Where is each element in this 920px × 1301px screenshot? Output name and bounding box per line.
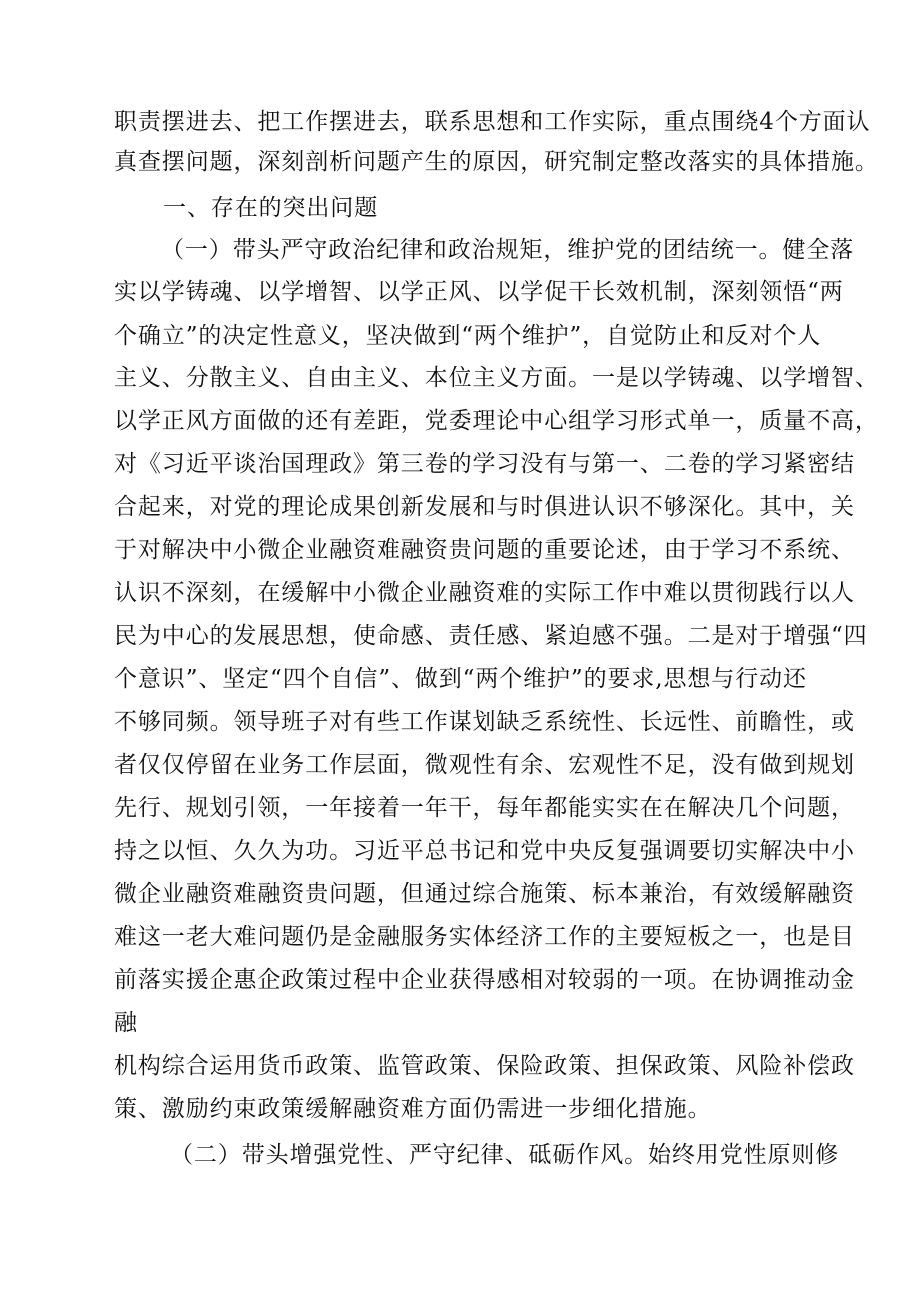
subsection-heading: （一）带头严守政治纪律和政治规矩，维护党的团结统一。健全落 bbox=[161, 237, 855, 263]
paragraph-line: 个确立”的决定性意义，坚决做到“两个维护”，自觉防止和反对个人 bbox=[114, 323, 822, 349]
paragraph-line: 认识不深刻，在缓解中小微企业融资难的实际工作中难以贯彻践行以人 bbox=[114, 580, 855, 606]
paragraph-line: 微企业融资难融资贵问题，但通过综合施策、标本兼治，有效缓解融资 bbox=[114, 881, 855, 907]
paragraph-line: 个意识”、坚定“四个自信”、做到“两个维护”的要求,思想与行动还 bbox=[114, 666, 807, 692]
paragraph-line: 先行、规划引领，一年接着一年干，每年都能实实在在解决几个问题， bbox=[114, 795, 855, 821]
paragraph-line: 于对解决中小微企业融资难融资贵问题的重要论述，由于学习不系统、 bbox=[114, 537, 855, 563]
paragraph-line: 职责摆进去、把工作摆进去，联系思想和工作实际，重点围绕4个方面认 bbox=[114, 109, 871, 135]
paragraph-line: 难这一老大难问题仍是金融服务实体经济工作的主要短板之一，也是目 bbox=[114, 924, 855, 950]
paragraph-line: 主义、分散主义、自由主义、本位主义方面。一是以学铸魂、以学增智、 bbox=[114, 365, 879, 391]
paragraph-line: 持之以恒、久久为功。习近平总书记和党中央反复强调要切实解决中小 bbox=[114, 838, 855, 864]
paragraph-line: 不够同频。领导班子对有些工作谋划缺乏系统性、长远性、前瞻性，或 bbox=[114, 709, 855, 735]
paragraph-line: 机构综合运用货币政策、监管政策、保险政策、担保政策、风险补偿政 bbox=[114, 1053, 855, 1079]
paragraph-line: 实以学铸魂、以学增智、以学正风、以学促干长效机制，深刻领悟“两 bbox=[114, 279, 844, 305]
paragraph-line: 合起来，对党的理论成果创新发展和与时俱进认识不够深化。其中，关 bbox=[114, 494, 855, 520]
paragraph-line: 对《习近平谈治国理政》第三卷的学习没有与第一、二卷的学习紧密结 bbox=[114, 451, 855, 477]
paragraph-line: 以学正风方面做的还有差距，党委理论中心组学习形式单一，质量不高， bbox=[114, 408, 879, 434]
paragraph-line: 者仅仅停留在业务工作层面，微观性有余、宏观性不足，没有做到规划 bbox=[114, 752, 855, 778]
paragraph-line: 融 bbox=[114, 1010, 138, 1036]
paragraph-line: 民为中心的发展思想，使命感、责任感、紧迫感不强。二是对于增强“四 bbox=[114, 623, 868, 649]
paragraph-line: 策、激励约束政策缓解融资难方面仍需进一步细化措施。 bbox=[114, 1096, 712, 1122]
paragraph-line: 前落实援企惠企政策过程中企业获得感相对较弱的一项。在协调推动金 bbox=[114, 967, 855, 993]
subsection-heading: （二）带头增强党性、严守纪律、砥砺作风。始终用党性原则修 bbox=[170, 1142, 840, 1168]
section-heading: 一、存在的突出问题 bbox=[163, 195, 379, 221]
paragraph-line: 真查摆问题，深刻剖析问题产生的原因，研究制定整改落实的具体措施。 bbox=[114, 149, 879, 175]
